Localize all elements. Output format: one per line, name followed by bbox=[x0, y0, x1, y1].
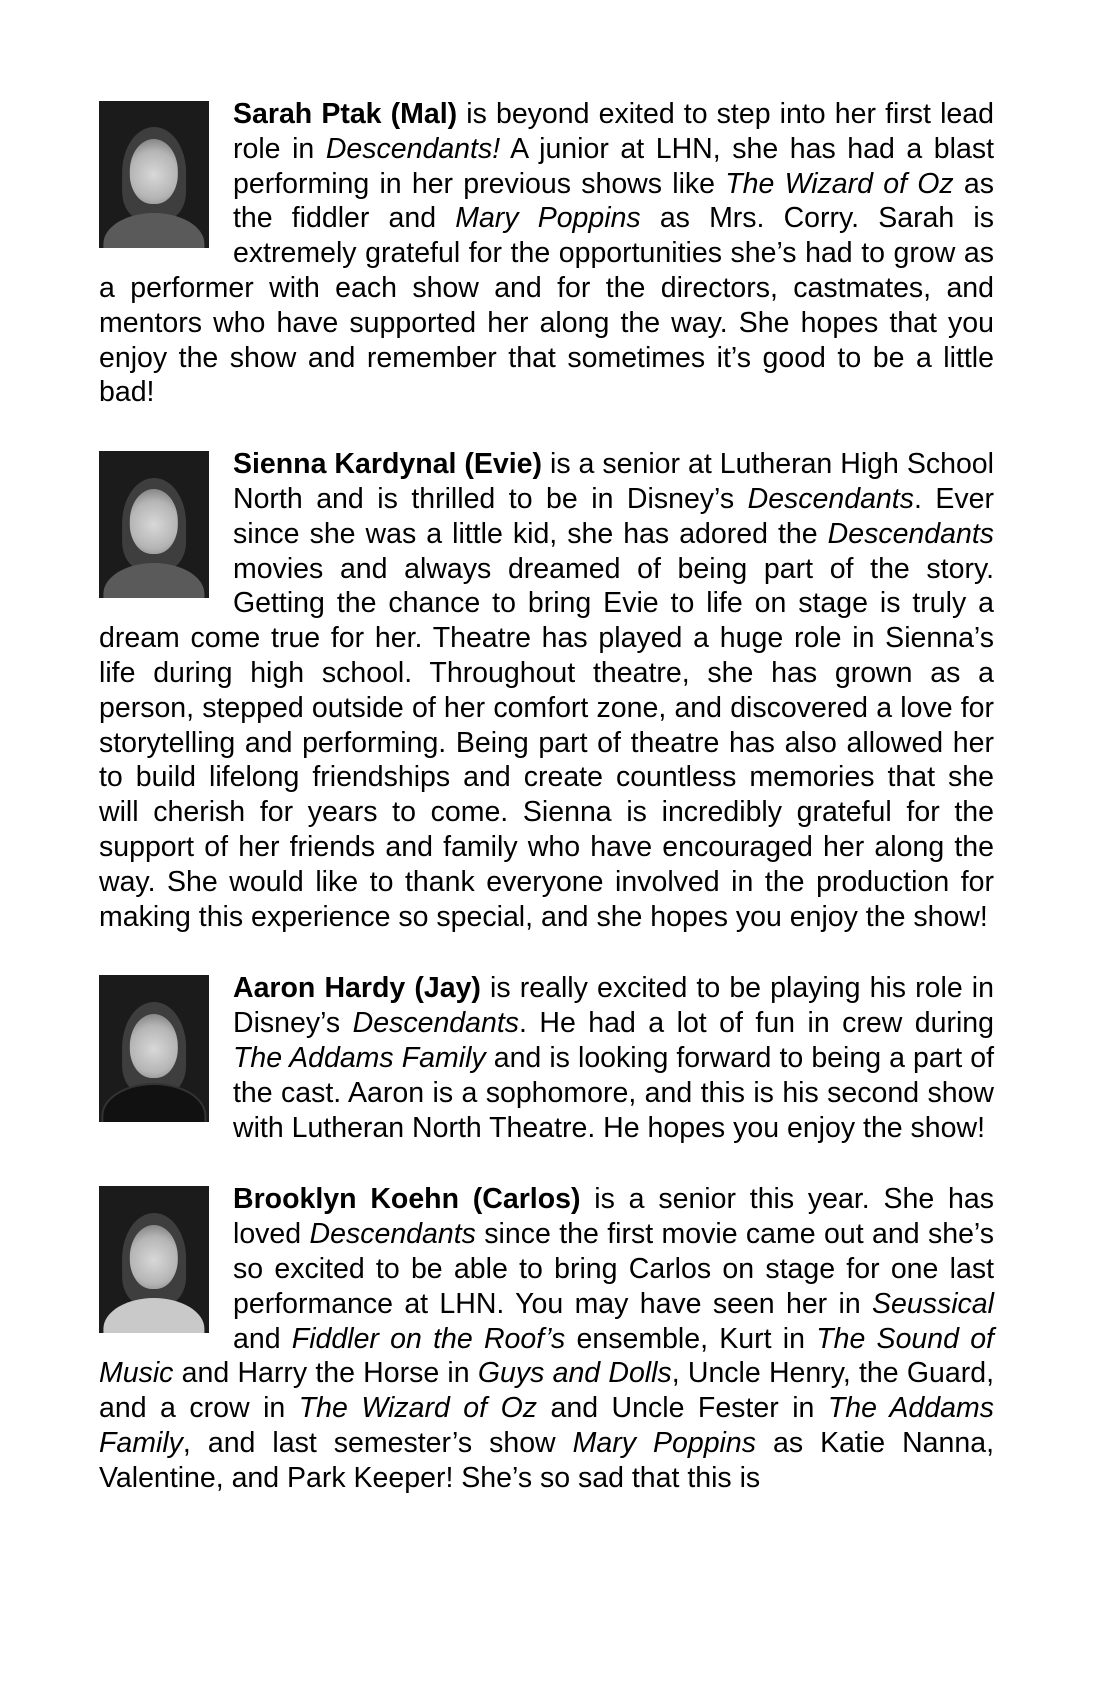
program-page bbox=[99, 97, 994, 1495]
bio-aaron-hardy: Aaron Hardy (Jay) is really excited to be playing his role in Disney’s Descendants. He had a lot of fun in crew during The Addams Family and is looking forward to being a part of the cast. Aaron is a sophomore, and this is his second show with Lutheran North Theatre. He hopes you enjoy the show! bbox=[99, 971, 994, 1145]
bio-sienna-kardynal: Sienna Kardynal (Evie) is a senior at Lutheran High School North and is thrilled to be in Disney’s Descendants. Ever since she was a little kid, she has adored the Descendants movies and always dreamed of being part of the story. Getting the chance to bring Evie to life on stage is truly a dream come true for her. Theatre has played a huge role in Sienna’s life during high school. Throughout theatre, she has grown as a person, stepped outside of her comfort zone, and discovered a love for storytelling and performing. Being part of theatre has also allowed her to build lifelong friendships and create countless memories that she will cherish for years to come. Sienna is incredibly grateful for the support of her friends and family who have encouraged her along the way. She would like to thank everyone involved in the production for making this experience so special, and she hopes you enjoy the show! bbox=[99, 448, 995, 933]
bio-brooklyn-koehn: Brooklyn Koehn (Carlos) is a senior this year. She has loved Descendants since the first movie came out and she’s so excited to be able to bring Carlos on stage for one last performance at LHN. You may have seen her in Seussical and Fiddler on the Roof’s ensemble, Kurt in The Sound of Music and Harry the Horse in Guys and Dolls, Uncle Henry, the Guard, and a crow in The Wizard of Oz and Uncle Fester in The Addams Family, and last semester’s show Mary Poppins as Katie Nanna, Valentine, and Park Keeper! She’s so sad that this is bbox=[99, 1183, 994, 1494]
cast-name: Brooklyn Koehn (Carlos) bbox=[233, 1183, 581, 1216]
cast-name: Sienna Kardynal (Evie) bbox=[233, 448, 542, 481]
headshot-photo-icon bbox=[99, 1186, 209, 1333]
bio-sarah-ptak: Sarah Ptak (Mal) is beyond exited to step into her first lead role in Descendants! A junior at LHN, she has had a blast performing in her previous shows like The Wizard of Oz as the fiddler and Mary Poppins as Mrs. Corry. Sarah is extremely grateful for the opportunities she’s had to grow as a performer with each show and for the directors, castmates, and mentors who have supported her along the way. She hopes that you enjoy the show and remember that sometimes it’s good to be a little bad! bbox=[99, 98, 994, 409]
headshot-photo-icon bbox=[99, 975, 209, 1122]
cast-name: Sarah Ptak (Mal) bbox=[233, 98, 458, 130]
cast-name: Aaron Hardy (Jay) bbox=[233, 972, 481, 1005]
headshot-photo-icon bbox=[99, 101, 209, 248]
headshot-photo-icon bbox=[99, 451, 209, 598]
